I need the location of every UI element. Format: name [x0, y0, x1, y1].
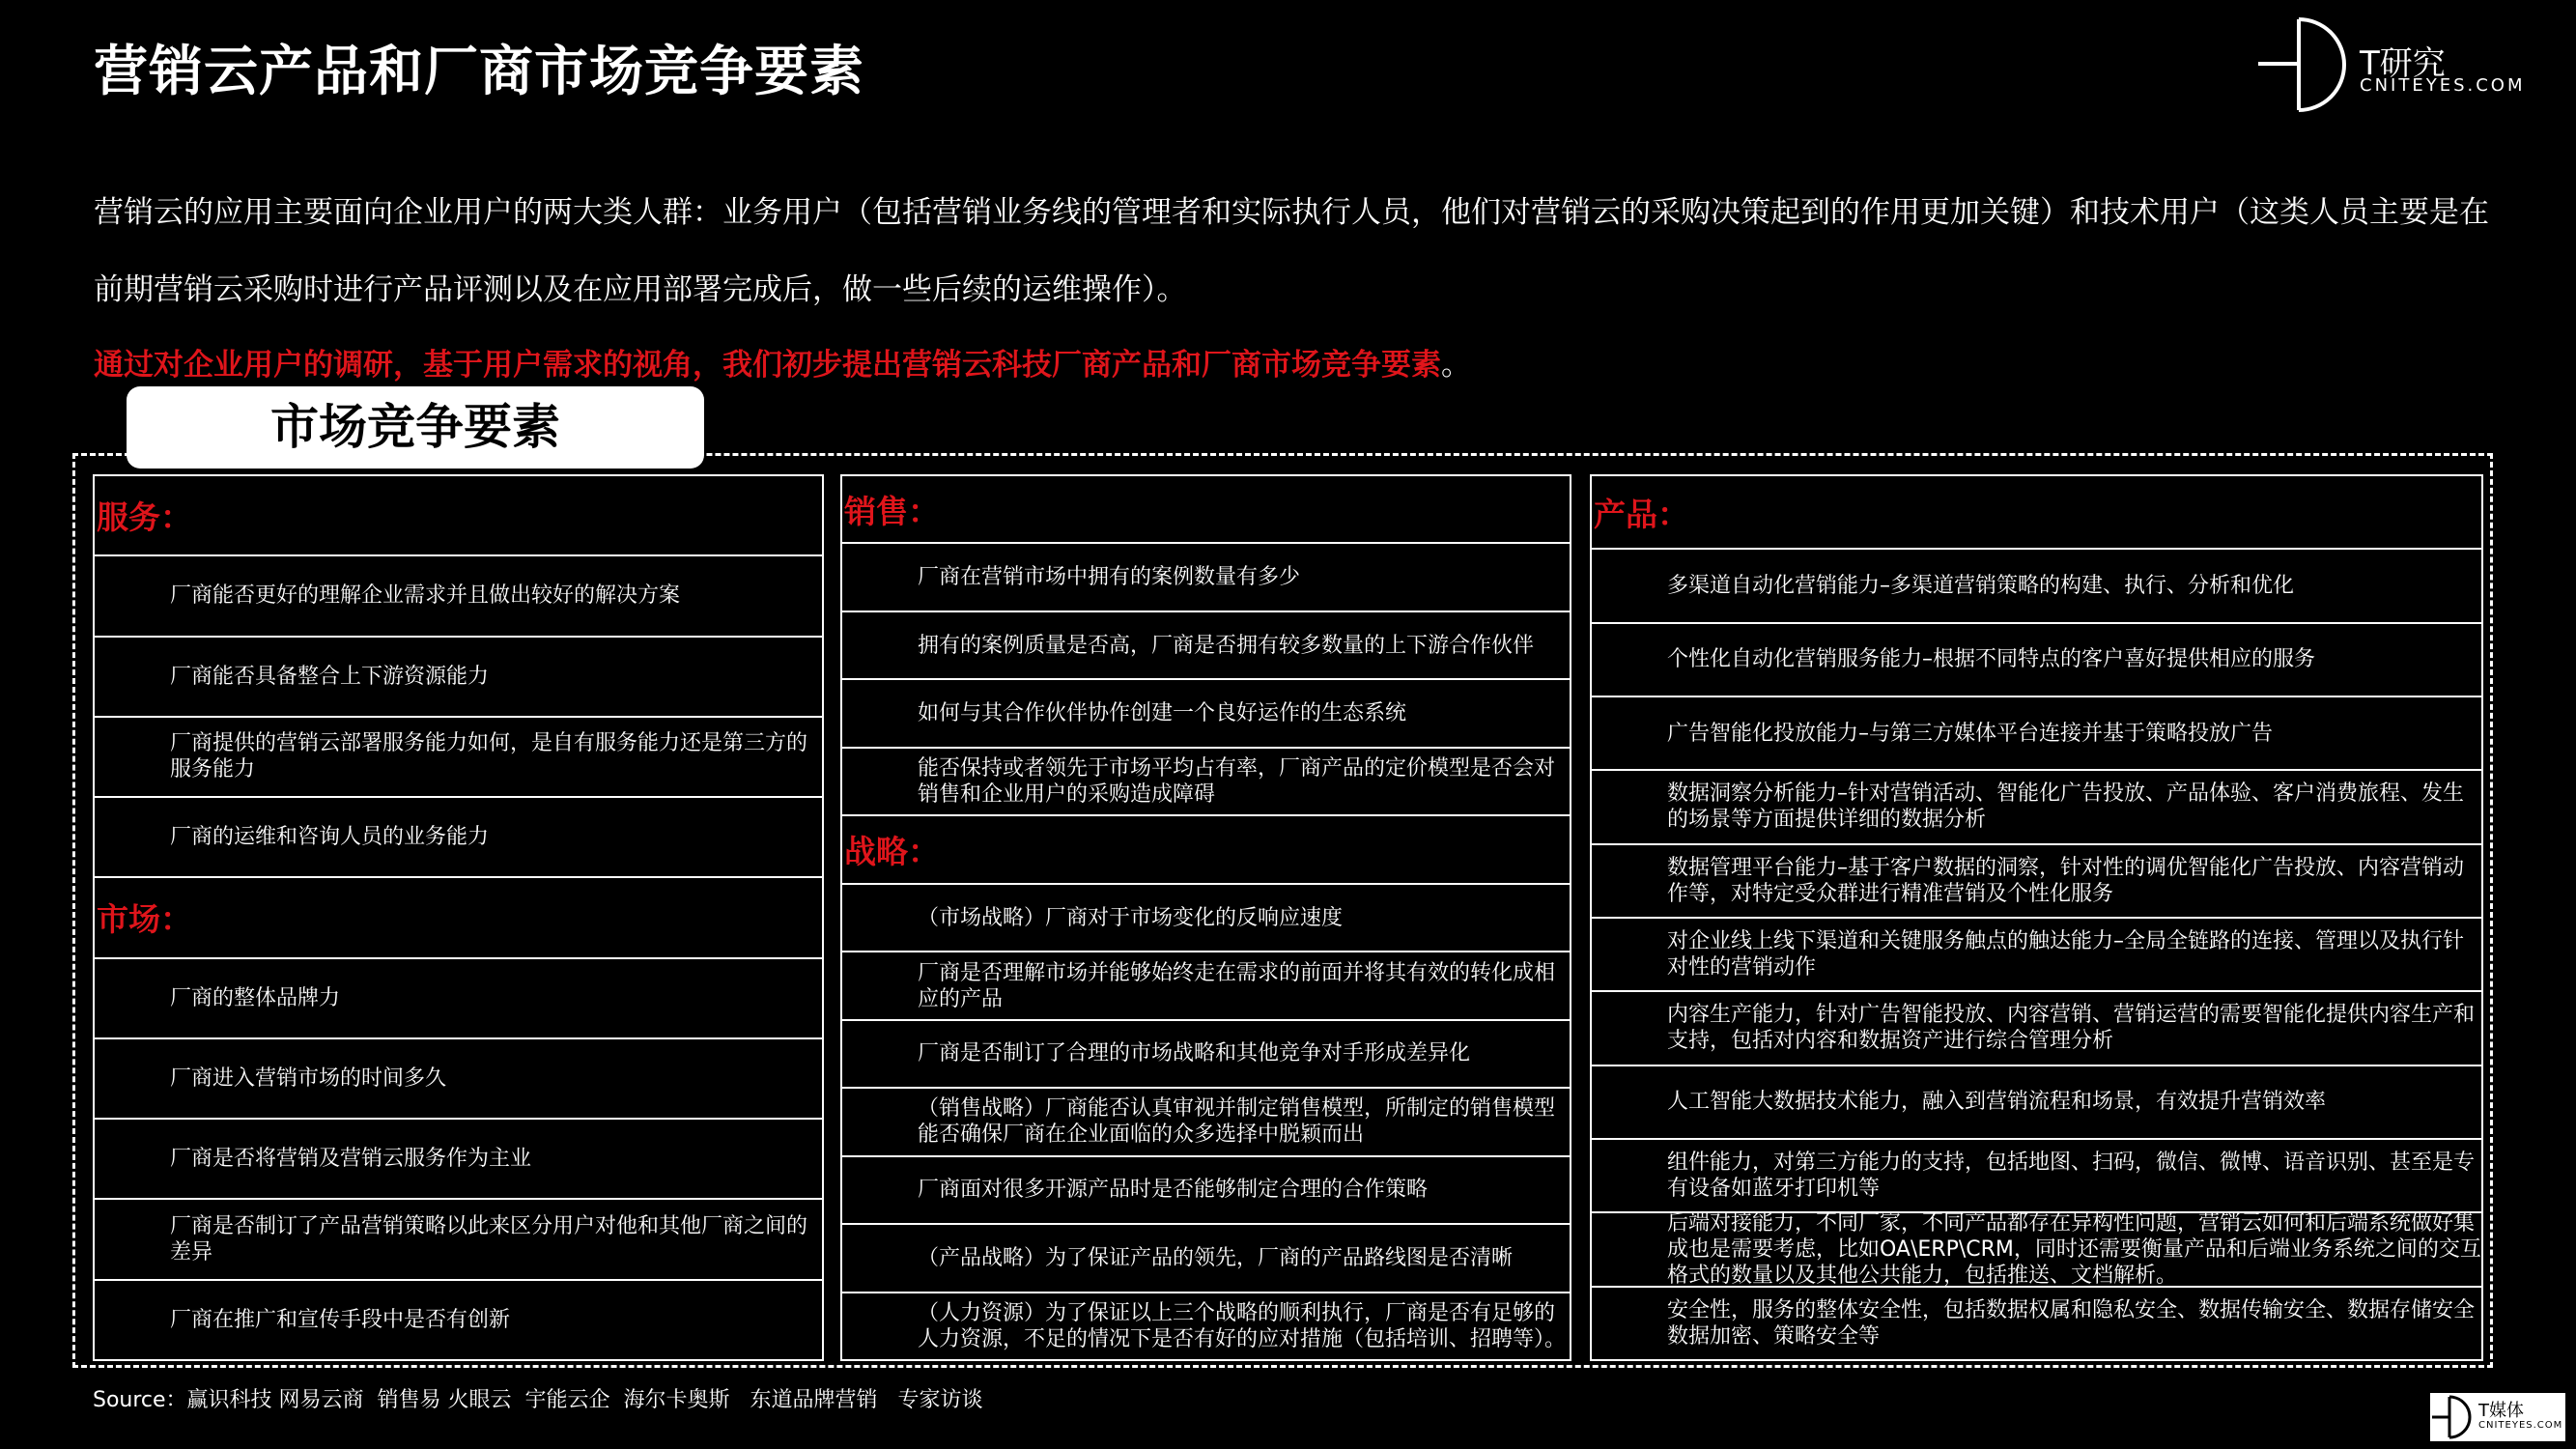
criteria-row — [842, 1089, 1570, 1156]
criteria-row — [1592, 697, 2481, 771]
criteria-row — [842, 1293, 1570, 1359]
criteria-text: 厂商是否制订了产品营销策略以此来区分用户对他和其他厂商之间的差异 — [170, 1214, 808, 1265]
criteria-text: 厂商是否制订了合理的市场战略和其他竞争对手形成差异化 — [918, 1041, 1471, 1066]
section-header — [95, 476, 822, 556]
criteria-text: 广告智能化投放能力–与第三方媒体平台连接并基于策略投放广告 — [1667, 721, 2274, 746]
criteria-text: 厂商是否理解市场并能够始终走在需求的前面并将其有效的转化成相应的产品 — [918, 960, 1556, 1011]
section-header — [95, 878, 822, 958]
t-media-logo-icon — [2430, 1393, 2475, 1441]
criteria-text: 内容生产能力，针对广告智能投放、内容营销、营销运营的需要智能化提供内容生产和支持，包括对内容和数据资产进行综合管理分析 — [1667, 1003, 2476, 1054]
criteria-row — [95, 798, 822, 878]
section-header — [842, 816, 1570, 884]
logo-en-text: CNITEYES.COM — [2360, 75, 2526, 96]
criteria-text: 能否保持或者领先于市场平均占有率，厂商产品的定价模型是否会对销售和企业用户的采购造成障碍 — [918, 756, 1556, 808]
criteria-text: 如何与其合作伙伴协作创建一个良好运作的生态系统 — [918, 701, 1407, 726]
criteria-row — [1592, 771, 2481, 844]
criteria-text: 厂商进入营销市场的时间多久 — [170, 1065, 447, 1091]
criteria-row — [95, 959, 822, 1039]
highlight-period: 。 — [1441, 348, 1471, 383]
criteria-text: 安全性，服务的整体安全性，包括数据权属和隐私安全、数据传输安全、数据存储安全数据加密、策略安全等 — [1667, 1297, 2476, 1349]
criteria-row — [95, 1120, 822, 1200]
criteria-row — [95, 718, 822, 798]
criteria-row — [95, 638, 822, 718]
criteria-row — [842, 1157, 1570, 1225]
page-title: 营销云产品和厂商市场竞争要素 — [94, 41, 864, 103]
sales-strategy-column — [840, 474, 1571, 1361]
criteria-text: 多渠道自动化营销能力–多渠道营销策略的构建、执行、分析和优化 — [1667, 573, 2295, 598]
criteria-text: 厂商的运维和咨询人员的业务能力 — [170, 825, 490, 850]
highlight-text: 通过对企业用户的调研，基于用户需求的视角，我们初步提出营销云科技厂商产品和厂商市场竞争要素 — [94, 348, 1441, 383]
brand-logo — [2258, 15, 2529, 112]
criteria-text: 后端对接能力，不同厂家，不同产品都存在异构性问题，营销云如何和后端系统做好集成也是需要考虑，比如OA\ERP\CRM，同时还需要衡量产品和后端业务系统之间的交互格式的数量以及其他公共能力，包括推送、文档解析。 — [1667, 1210, 2481, 1288]
criteria-row — [842, 544, 1570, 611]
criteria-text: 对企业线上线下渠道和关键服务触点的触达能力–全局全链路的连接、管理以及执行针对性的营销动作 — [1667, 929, 2465, 980]
criteria-row — [842, 952, 1570, 1020]
section-header-label: 战略： — [844, 833, 940, 871]
criteria-row — [95, 1039, 822, 1120]
criteria-row — [842, 612, 1570, 680]
intro-paragraph: 营销云的应用主要面向企业用户的两大类人群：业务用户（包括营销业务线的管理者和实际执行人员，他们对营销云的采购决策起到的作用更加关键）和技术用户（这类人员主要是在前期营销云采购时进行产品评测以及在应用部署完成后，做一些后续的运维操作）。 — [94, 195, 2489, 307]
highlight-sentence — [94, 340, 1471, 384]
criteria-text: （销售战略）厂商能否认真审视并制定销售模型，所制定的销售模型能否确保厂商在企业面临的众多选择中脱颖而出 — [918, 1096, 1556, 1148]
criteria-row — [1592, 624, 2481, 697]
criteria-text: 厂商在推广和宣传手段中是否有创新 — [170, 1307, 511, 1332]
criteria-text: 厂商能否更好的理解企业需求并且做出较好的解决方案 — [170, 583, 681, 609]
criteria-row — [842, 680, 1570, 748]
criteria-text: 厂商是否将营销及营销云服务作为主业 — [170, 1147, 532, 1172]
criteria-row — [95, 1281, 822, 1359]
criteria-row — [1592, 1066, 2481, 1140]
section-header-label: 销售： — [844, 492, 940, 530]
section-header-label: 服务： — [97, 498, 192, 537]
t-research-logo-icon — [2258, 15, 2355, 112]
logo-cn-text: T研究 — [2360, 44, 2446, 83]
criteria-text: 数据管理平台能力–基于客户数据的洞察，针对性的调优智能化广告投放、内容营销动作等，对特定受众群进行精准营销及个性化服务 — [1667, 855, 2465, 906]
source-note: Source：赢识科技 网易云商 销售易 火眼云 宇能云企 海尔卡奥斯 东道品牌营销 专家访谈 — [93, 1388, 983, 1412]
criteria-text: 厂商面对很多开源产品时是否能够制定合理的合作策略 — [918, 1178, 1429, 1203]
service-market-column — [93, 474, 824, 1361]
criteria-row — [842, 1225, 1570, 1293]
criteria-text: 个性化自动化营销服务能力–根据不同特点的客户喜好提供相应的服务 — [1667, 647, 2316, 672]
criteria-row — [1592, 845, 2481, 919]
criteria-text: 拥有的案例质量是否高，厂商是否拥有较多数量的上下游合作伙伴 — [918, 633, 1535, 658]
criteria-row — [1592, 992, 2481, 1065]
criteria-row — [1592, 919, 2481, 992]
criteria-text: （产品战略）为了保证产品的领先，厂商的产品路线图是否清晰 — [918, 1245, 1514, 1270]
footer-brand-logo — [2430, 1393, 2565, 1441]
criteria-text: 人工智能大数据技术能力，融入到营销流程和场景，有效提升营销效率 — [1667, 1090, 2327, 1115]
criteria-text: 厂商的整体品牌力 — [170, 985, 341, 1010]
panel-tab-label: 市场竞争要素 — [127, 386, 704, 469]
criteria-text: 组件能力，对第三方能力的支持，包括地图、扫码，微信、微博、语音识别、甚至是专有设备如蓝牙打印机等 — [1667, 1151, 2476, 1202]
footer-logo-cn: T媒体 — [2478, 1401, 2524, 1421]
criteria-row — [1592, 1210, 2481, 1288]
section-header — [842, 476, 1570, 544]
criteria-row — [842, 1021, 1570, 1089]
criteria-row — [842, 749, 1570, 816]
criteria-text: 厂商提供的营销云部署服务能力如何，是自有服务能力还是第三方的服务能力 — [170, 731, 808, 782]
criteria-text: 厂商在营销市场中拥有的案例数量有多少 — [918, 565, 1301, 590]
product-column — [1590, 474, 2483, 1361]
criteria-row — [1592, 550, 2481, 623]
section-header-label: 市场： — [97, 900, 192, 939]
criteria-row — [95, 1200, 822, 1280]
criteria-text: （人力资源）为了保证以上三个战略的顺利执行，厂商是否有足够的人力资源，不足的情况下是否有好的应对措施（包括培训、招聘等）。 — [918, 1300, 1567, 1351]
criteria-row — [95, 556, 822, 637]
section-header-label: 产品： — [1594, 495, 1689, 533]
criteria-text: （市场战略）厂商对于市场变化的反响应速度 — [918, 905, 1344, 930]
criteria-row — [1592, 1288, 2481, 1359]
criteria-text: 厂商能否具备整合上下游资源能力 — [170, 664, 490, 689]
criteria-row — [1592, 1140, 2481, 1213]
criteria-text: 数据洞察分析能力–针对营销活动、智能化广告投放、产品体验、客户消费旅程、发生的场景等方面提供详细的数据分析 — [1667, 781, 2465, 833]
section-header — [1592, 476, 2481, 550]
criteria-row — [842, 885, 1570, 952]
footer-logo-en: CNITEYES.COM — [2478, 1420, 2563, 1431]
